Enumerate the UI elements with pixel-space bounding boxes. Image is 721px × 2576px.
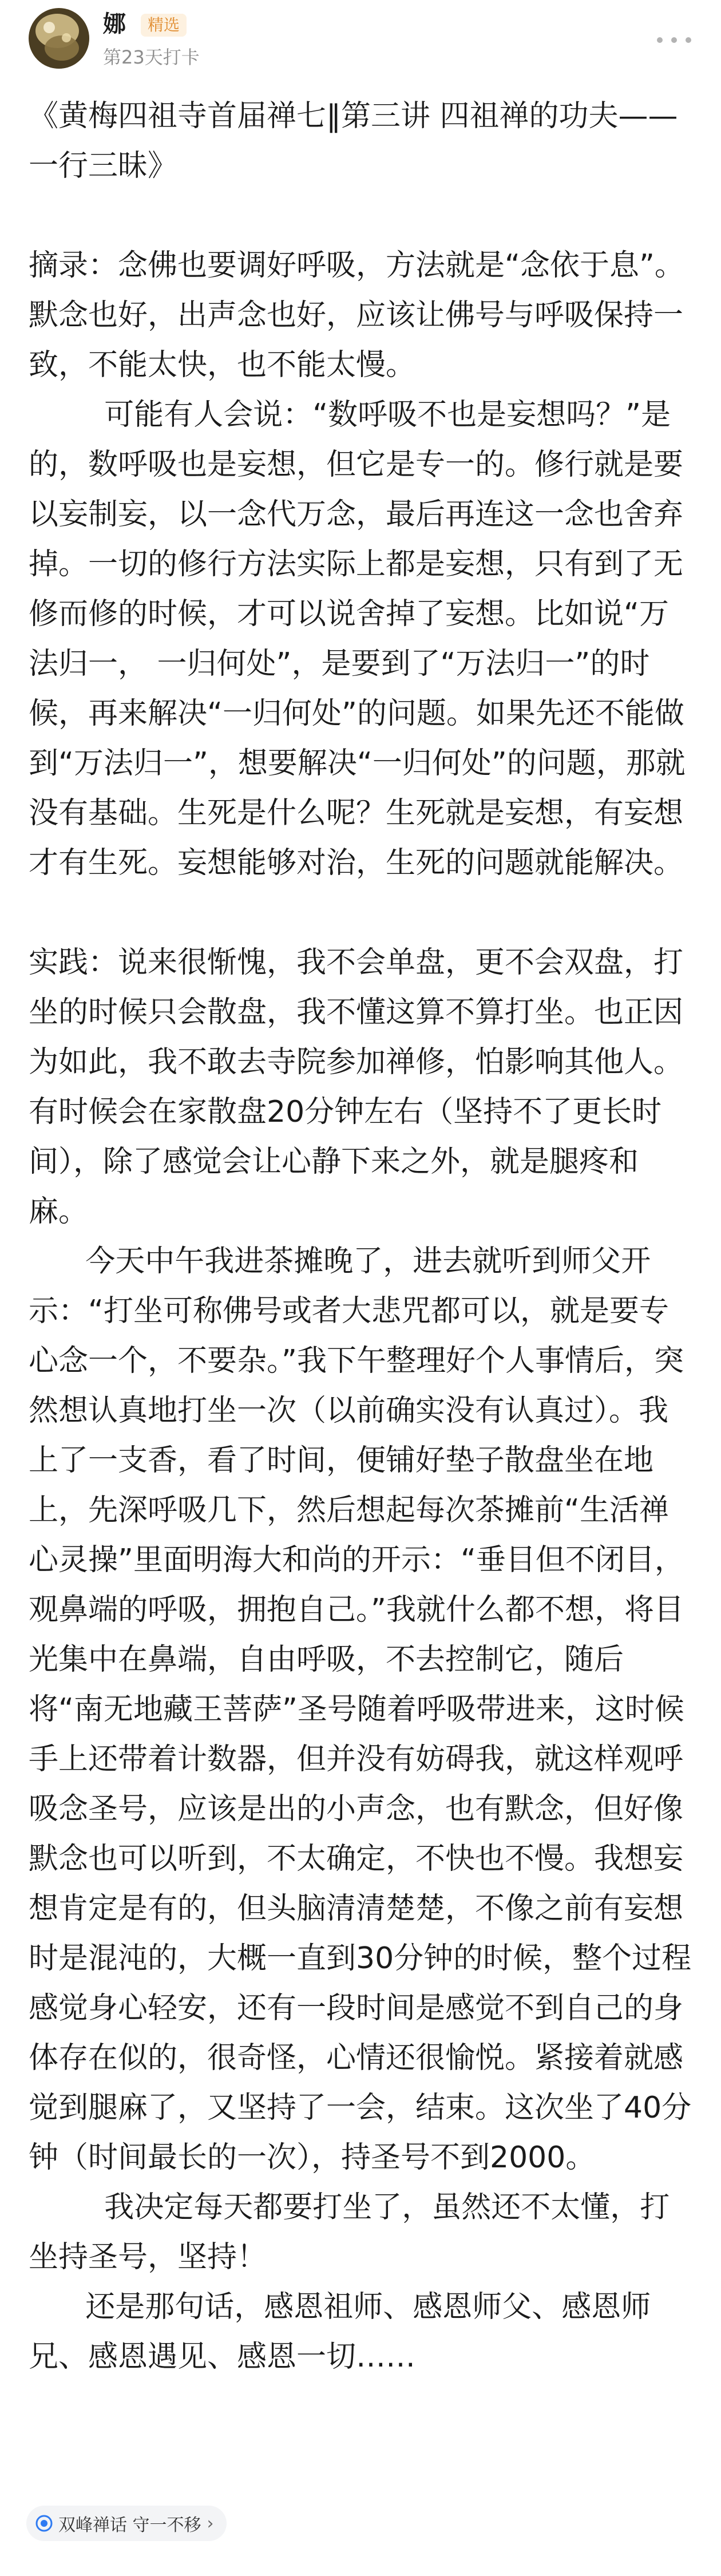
post-body — [29, 92, 692, 2382]
post-header — [0, 0, 721, 86]
topic-tag[interactable] — [26, 2506, 227, 2541]
chevron-right-icon: › — [207, 2513, 214, 2534]
checkin-day: 第23天打卡 — [103, 46, 200, 68]
spacer — [29, 191, 692, 241]
paragraph-excerpt: 摘录：念佛也要调好呼吸，方法就是“念依于息”。默念也好，出声念也好，应该让佛号与呼吸保持一致，不能太快，也不能太慢。 — [29, 248, 684, 382]
paragraph-gratitude: 还是那句话，感恩祖师、感恩师父、感恩师兄、感恩遇见、感恩一切…… — [29, 2290, 651, 2374]
paragraph-today: 今天中午我进茶摊晚了，进去就听到师父开示：“打坐可称佛号或者大悲咒都可以，就是要专心念一个，不要杂。”我下午整理好个人事情后，突然想认真地打坐一次（以前确实没有认真过）。我上了一支香，看了时间，便铺好垫子散盘坐在地上，先深呼吸几下，然后想起每次茶摊前“生活禅心灵操”里面明海大和尚的开示：“垂目但不闭目，观鼻端的呼吸，拥抱自己。”我就什么都不想，将目光集中在鼻端，自由呼吸，不去控制它，随后将“南无地藏王菩萨”圣号随着呼吸带进来，这时候手上还带着计数器，但并没有妨碍我，就这样观呼吸念圣号，应该是出的小声念，也有默念，但好像默念也可以听到，不太确定，不快也不慢。我想妄想肯定是有的，但头脑清清楚楚，不像之前有妄想时是混沌的，大概一直到30分钟的时候，整个过程感觉身心轻安，还有一段时间是感觉不到自己的身体存在似的，很奇怪，心情还很愉悦。紧接着就感觉到腿麻了，又坚持了一会，结束。这次坐了40分钟（时间最长的一次），持圣号不到2000。 — [29, 1244, 692, 2175]
dot — [686, 37, 691, 43]
paragraph-excerpt-continued: 可能有人会说：“数呼吸不也是妄想吗？”是的，数呼吸也是妄想，但它是专一的。修行就是要以妄制妄，以一念代万念，最后再连这一念也舍弃掉。一切的修行方法实际上都是妄想，只有到了无修而修的时候，才可以说舍掉了妄想。比如说“万法归一， 一归何处”，是要到了“万法归一”的时候，再来解决“一归何处”的问题。如果先还不能做到“万法归一”，想要解决“一归何处”的问题，那就没有基础。生死是什么呢？生死就是妄想，有妄想才有生死。妄想能够对治，生死的问题就能解决。 — [29, 398, 686, 880]
featured-badge: 精选 — [141, 14, 187, 37]
paragraph-decision: 我决定每天都要打坐了，虽然还不太懂，打坐持圣号，坚持！ — [29, 2190, 670, 2274]
dot — [671, 37, 677, 43]
topic-circle-icon — [35, 2515, 53, 2532]
dot — [657, 37, 663, 43]
post-title: 《黄梅四祖寺首届禅七‖第三讲 四祖禅的功夫——一行三昧》 — [29, 99, 678, 183]
avatar-image-icon — [29, 8, 89, 69]
author-name[interactable]: 娜 — [103, 11, 126, 37]
avatar[interactable] — [29, 8, 89, 69]
spacer — [29, 888, 692, 938]
topic-tag-label: 双峰禅话 守一不移 — [58, 2515, 201, 2535]
paragraph-practice: 实践：说来很惭愧，我不会单盘，更不会双盘，打坐的时候只会散盘，我不懂这算不算打坐。也正因为如此，我不敢去寺院参加禅修，怕影响其他人。有时候会在家散盘20分钟左右（坚持不了更长时间），除了感觉会让心静下来之外，就是腿疼和麻。 — [29, 945, 684, 1229]
more-dots-icon[interactable] — [657, 29, 691, 52]
